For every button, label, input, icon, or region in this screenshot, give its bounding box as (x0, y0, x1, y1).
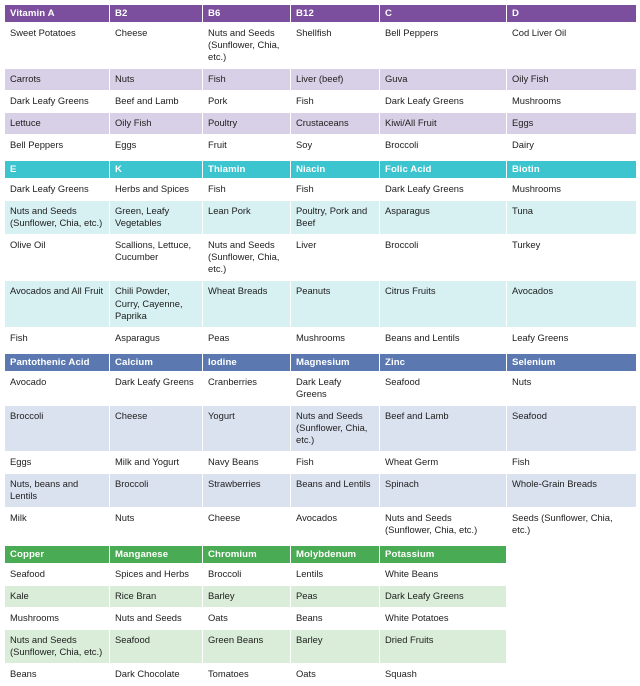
food-cell: Dark Leafy Greens (110, 371, 203, 405)
food-cell: Peanuts (291, 281, 380, 327)
food-cell: Nuts and Seeds (Sunflower, Chia, etc.) (5, 201, 110, 235)
food-cell: Beans and Lentils (380, 327, 507, 349)
food-cell: Lettuce (5, 113, 110, 135)
column-header: Zinc (380, 353, 507, 371)
food-cell: Wheat Germ (380, 451, 507, 473)
food-cell: Nuts and Seeds (Sunflower, Chia, etc.) (203, 235, 291, 281)
food-cell: Asparagus (380, 201, 507, 235)
food-cell: Nuts (110, 69, 203, 91)
column-header: Potassium (380, 545, 507, 563)
food-cell: Spices and Herbs (110, 563, 203, 585)
column-header: Vitamin A (5, 5, 110, 23)
food-cell: Avocados and All Fruit (5, 281, 110, 327)
food-cell: Leafy Greens (507, 327, 637, 349)
food-cell: Shellfish (291, 23, 380, 69)
food-cell: Barley (203, 586, 291, 608)
column-header: Selenium (507, 353, 637, 371)
food-cell: Peas (291, 586, 380, 608)
food-cell: Avocado (5, 371, 110, 405)
food-cell: Fish (5, 327, 110, 349)
food-cell: Chili Powder, Curry, Cayenne, Paprika (110, 281, 203, 327)
food-cell: Broccoli (110, 473, 203, 507)
table-row (5, 69, 637, 91)
column-header: Copper (5, 545, 110, 563)
food-cell: Seafood (380, 371, 507, 405)
table-row (5, 135, 637, 157)
food-cell: Dark Chocolate (110, 664, 203, 686)
food-cell: Scallions, Lettuce, Cucumber (110, 235, 203, 281)
food-cell: Crustaceans (291, 113, 380, 135)
food-cell: Kale (5, 586, 110, 608)
nutrition-table (4, 4, 637, 686)
food-cell: Bell Peppers (5, 135, 110, 157)
food-cell: Seafood (5, 563, 110, 585)
food-cell: Fish (291, 91, 380, 113)
table-row (5, 235, 637, 281)
food-cell: Lentils (291, 563, 380, 585)
food-cell: Cranberries (203, 371, 291, 405)
food-cell: Poultry, Pork and Beef (291, 201, 380, 235)
food-cell: Nuts, beans and Lentils (5, 473, 110, 507)
food-cell: Dark Leafy Greens (5, 179, 110, 201)
table-row (5, 473, 637, 507)
food-cell: Oily Fish (110, 113, 203, 135)
column-header: E (5, 161, 110, 179)
food-cell: Broccoli (203, 563, 291, 585)
table-row (5, 327, 637, 349)
food-cell: Spinach (380, 473, 507, 507)
food-cell: Guva (380, 69, 507, 91)
food-cell: Dairy (507, 135, 637, 157)
table-row (5, 23, 637, 69)
food-cell: Mushrooms (507, 91, 637, 113)
food-cell: Asparagus (110, 327, 203, 349)
column-header: Molybdenum (291, 545, 380, 563)
food-cell: Nuts (110, 507, 203, 541)
food-cell: Eggs (507, 113, 637, 135)
food-cell: Broccoli (380, 135, 507, 157)
food-cell: Eggs (5, 451, 110, 473)
food-cell: Cheese (110, 405, 203, 451)
table-header-row (5, 353, 637, 371)
table-row (5, 507, 637, 541)
food-cell: Whole-Grain Breads (507, 473, 637, 507)
food-cell: Mushrooms (507, 179, 637, 201)
food-cell: Squash (380, 664, 507, 686)
food-cell: Dark Leafy Greens (380, 586, 507, 608)
food-cell: Peas (203, 327, 291, 349)
food-cell: Carrots (5, 69, 110, 91)
empty-cell (507, 586, 637, 608)
food-cell: White Potatoes (380, 608, 507, 630)
column-header: C (380, 5, 507, 23)
food-cell: Oats (203, 608, 291, 630)
food-cell: Beef and Lamb (110, 91, 203, 113)
food-cell: Cheese (203, 507, 291, 541)
food-cell: Dark Leafy Greens (291, 371, 380, 405)
food-cell: Rice Bran (110, 586, 203, 608)
food-cell: Dark Leafy Greens (5, 91, 110, 113)
food-cell: Tomatoes (203, 664, 291, 686)
empty-cell (507, 664, 637, 686)
table-header-row (5, 545, 637, 563)
table-header-row (5, 161, 637, 179)
food-cell: Mushrooms (5, 608, 110, 630)
empty-cell (507, 608, 637, 630)
food-cell: Dark Leafy Greens (380, 91, 507, 113)
food-cell: Fruit (203, 135, 291, 157)
food-cell: Seafood (507, 405, 637, 451)
column-header: B2 (110, 5, 203, 23)
food-cell: Oats (291, 664, 380, 686)
food-cell: Fish (291, 179, 380, 201)
column-header: Calcium (110, 353, 203, 371)
food-cell: Poultry (203, 113, 291, 135)
food-cell: Nuts and Seeds (110, 608, 203, 630)
food-cell: Lean Pork (203, 201, 291, 235)
food-cell: Fish (203, 179, 291, 201)
food-cell: Beans (5, 664, 110, 686)
column-header: Chromium (203, 545, 291, 563)
empty-cell (507, 563, 637, 585)
food-cell: Oily Fish (507, 69, 637, 91)
food-cell: Wheat Breads (203, 281, 291, 327)
table-header-row (5, 5, 637, 23)
empty-cell (507, 630, 637, 664)
column-header: Iodine (203, 353, 291, 371)
food-cell: Beans (291, 608, 380, 630)
food-cell: Bell Peppers (380, 23, 507, 69)
food-cell: Avocados (507, 281, 637, 327)
food-cell: Soy (291, 135, 380, 157)
empty-header-cell (507, 545, 637, 563)
table-row (5, 91, 637, 113)
food-cell: Green, Leafy Vegetables (110, 201, 203, 235)
food-cell: Broccoli (380, 235, 507, 281)
food-cell: Seafood (110, 630, 203, 664)
food-cell: Tuna (507, 201, 637, 235)
food-cell: Nuts and Seeds (Sunflower, Chia, etc.) (380, 507, 507, 541)
food-cell: Fish (507, 451, 637, 473)
column-header: B12 (291, 5, 380, 23)
food-cell: Fish (291, 451, 380, 473)
table-row (5, 179, 637, 201)
column-header: Biotin (507, 161, 637, 179)
column-header: Magnesium (291, 353, 380, 371)
food-cell: Navy Beans (203, 451, 291, 473)
food-cell: Dark Leafy Greens (380, 179, 507, 201)
food-cell: Liver (beef) (291, 69, 380, 91)
column-header: B6 (203, 5, 291, 23)
food-cell: Sweet Potatoes (5, 23, 110, 69)
food-cell: Green Beans (203, 630, 291, 664)
column-header: K (110, 161, 203, 179)
table-row (5, 371, 637, 405)
food-cell: Liver (291, 235, 380, 281)
column-header: Pantothenic Acid (5, 353, 110, 371)
column-header: Manganese (110, 545, 203, 563)
food-cell: Seeds (Sunflower, Chia, etc.) (507, 507, 637, 541)
food-cell: Nuts and Seeds (Sunflower, Chia, etc.) (203, 23, 291, 69)
column-header: Niacin (291, 161, 380, 179)
food-cell: Broccoli (5, 405, 110, 451)
food-cell: Beans and Lentils (291, 473, 380, 507)
food-cell: Yogurt (203, 405, 291, 451)
table-row (5, 201, 637, 235)
column-header: Thiamin (203, 161, 291, 179)
food-cell: Dried Fruits (380, 630, 507, 664)
food-cell: Cheese (110, 23, 203, 69)
food-cell: Strawberries (203, 473, 291, 507)
food-cell: Kiwi/All Fruit (380, 113, 507, 135)
food-cell: Nuts (507, 371, 637, 405)
food-cell: White Beans (380, 563, 507, 585)
table-row (5, 113, 637, 135)
food-cell: Nuts and Seeds (Sunflower, Chia, etc.) (291, 405, 380, 451)
food-cell: Avocados (291, 507, 380, 541)
table-row (5, 630, 637, 664)
table-row (5, 451, 637, 473)
food-cell: Mushrooms (291, 327, 380, 349)
food-cell: Milk and Yogurt (110, 451, 203, 473)
table-row (5, 586, 637, 608)
column-header: Folic Acid (380, 161, 507, 179)
food-cell: Eggs (110, 135, 203, 157)
food-cell: Milk (5, 507, 110, 541)
food-cell: Herbs and Spices (110, 179, 203, 201)
food-cell: Fish (203, 69, 291, 91)
food-cell: Nuts and Seeds (Sunflower, Chia, etc.) (5, 630, 110, 664)
table-row (5, 405, 637, 451)
food-cell: Cod Liver Oil (507, 23, 637, 69)
food-cell: Turkey (507, 235, 637, 281)
table-row (5, 281, 637, 327)
table-row (5, 608, 637, 630)
table-row (5, 664, 637, 686)
column-header: D (507, 5, 637, 23)
table-row (5, 563, 637, 585)
food-cell: Barley (291, 630, 380, 664)
food-cell: Pork (203, 91, 291, 113)
food-cell: Citrus Fruits (380, 281, 507, 327)
food-cell: Beef and Lamb (380, 405, 507, 451)
food-cell: Olive Oil (5, 235, 110, 281)
